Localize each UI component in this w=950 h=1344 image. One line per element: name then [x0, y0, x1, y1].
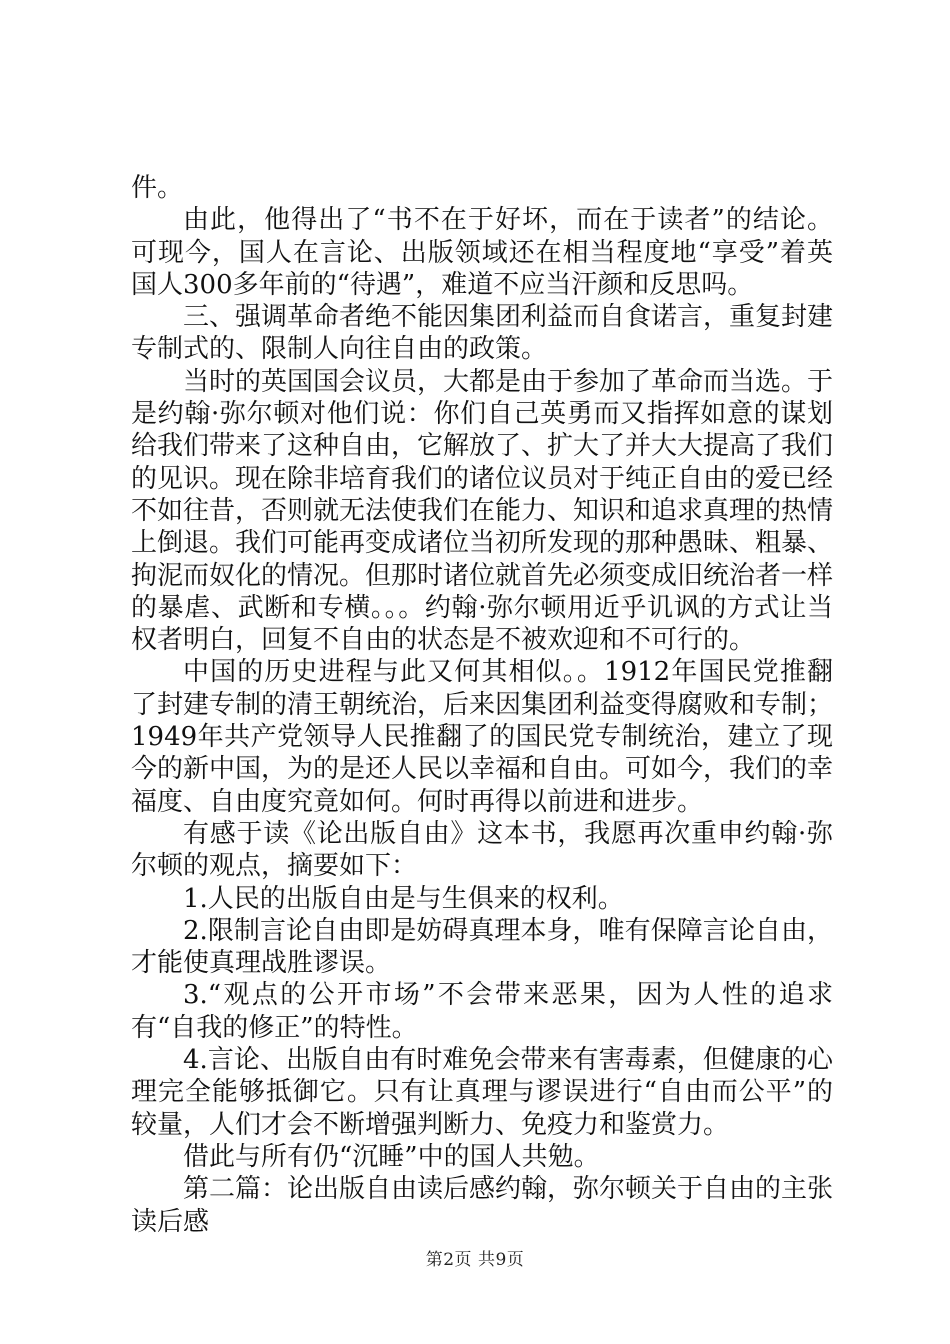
paragraph-china-history: 中国的历史进程与此又何其相似。。1912年国民党推翻了封建专制的清王朝统治，后来因集团利益变得腐败和专制；1949年共产党领导人民推翻了的国民党专制统治，建立了现今的新中国，为的是还人民以幸福和自由。可如今，我们的幸福度、自由度究竟如何。何时再得以前进和进步。: [131, 657, 834, 817]
paragraph-continuation: 件。: [131, 173, 184, 203]
paragraph-point-three: 三、强调革命者绝不能因集团利益而自食诺言，重复封建专制式的、限制人向往自由的政策。: [131, 302, 834, 365]
list-item-4: 4.言论、出版自由有时难免会带来有害毒素，但健康的心理完全能够抵御它。只有让真理与谬误进行“自由而公平”的较量，人们才会不断增强判断力、免疫力和鉴赏力。: [131, 1045, 833, 1140]
document-body: [131, 172, 833, 1238]
list-item-3: 3.“观点的公开市场”不会带来恶果，因为人性的追求有“自我的修正”的特性。: [131, 980, 833, 1043]
list-item-2: 2.限制言论自由即是妨碍真理本身，唯有保障言论自由，才能使真理战胜谬误。: [131, 915, 833, 979]
paragraph-milton-speech: 当时的英国国会议员，大都是由于参加了革命而当选。于是约翰·弥尔顿对他们说：你们自己英勇而又指挥如意的谋划给我们带来了这种自由，它解放了、扩大了并大大提高了我们的见识。现在除非培育我们的诸位议员对于纯正自由的爱已经不如往昔，否则就无法使我们在能力、知识和追求真理的热情上倒退。我们可能再变成诸位当初所发现的那种愚昧、粗暴、拘泥而奴化的情况。但那时诸位就首先必须变成旧统治者一样的暴虐、武断和专横。。。约翰·弥尔顿用近乎讥讽的方式让当权者明白，回复不自由的状态是不被欢迎和不可行的。: [131, 366, 834, 656]
paragraph-conclusion: 由此，他得出了“书不在于好坏，而在于读者”的结论。可现今，国人在言论、出版领域还在相当程度地“享受”着英国人300多年前的“待遇”，难道不应当汗颜和反思吗。: [131, 205, 833, 300]
page-number-footer: 第2页 共9页: [425, 1250, 525, 1270]
paragraph-closing: 借此与所有仍“沉睡”中的国人共勉。: [183, 1141, 600, 1172]
section-heading-part-two: 第二篇：论出版自由读后感约翰，弥尔顿关于自由的主张读后感: [131, 1174, 834, 1237]
list-item-1: 1.人民的出版自由是与生俱来的权利。: [183, 883, 624, 914]
paragraph-summary-intro: 有感于读《论出版自由》这本书，我愿再次重申约翰·弥尔顿的观点，摘要如下：: [131, 818, 833, 882]
